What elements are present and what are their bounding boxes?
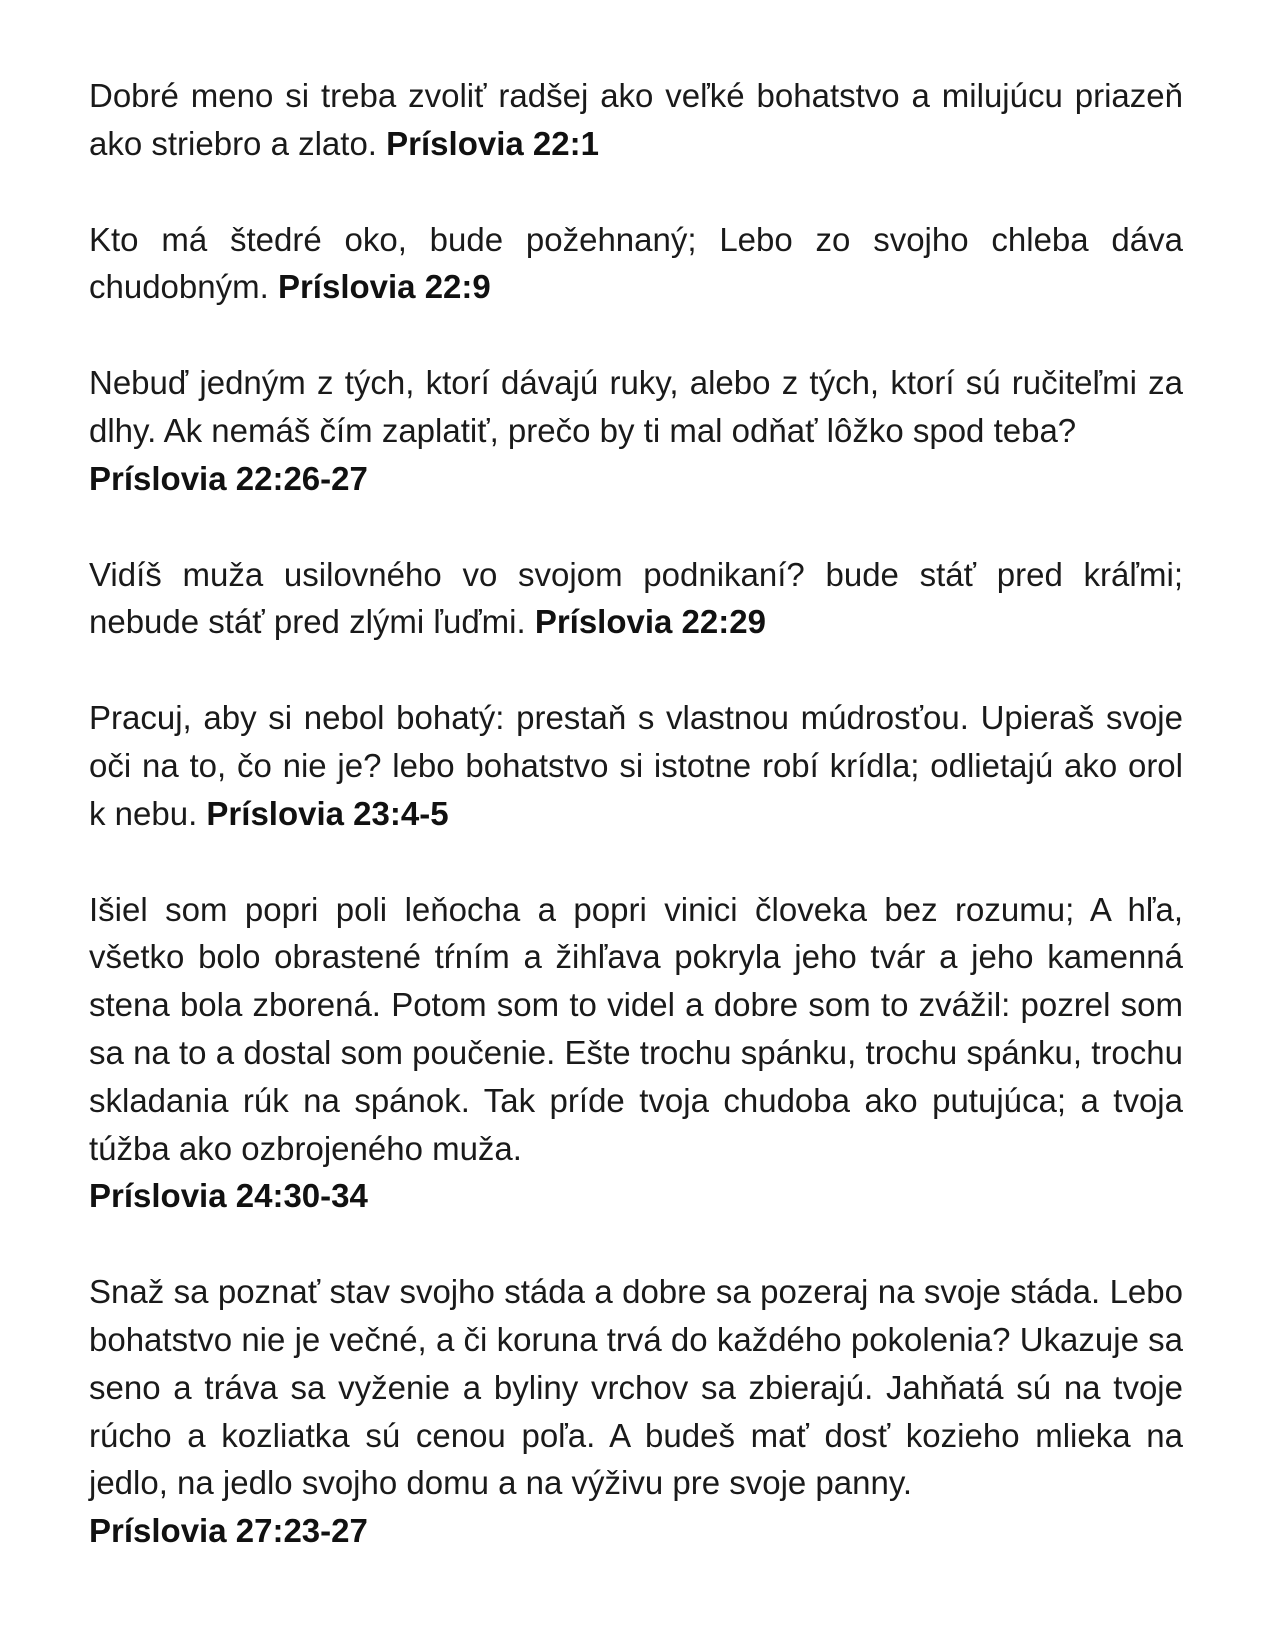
verse-text: Vidíš muža usilovného vo svojom podnikaní? bude stáť pred kráľmi; nebude stáť pred zlými ľuďmi. — [89, 555, 1183, 641]
verse-paragraph — [89, 216, 1183, 312]
verse-paragraph — [89, 551, 1183, 647]
verse-paragraph — [89, 694, 1183, 837]
verse-paragraph — [89, 1268, 1183, 1555]
verse-text: Dobré meno si treba zvoliť radšej ako veľké bohatstvo a milujúcu priazeň ako striebro a zlato. — [89, 77, 1183, 162]
verse-text: Nebuď jedným z tých, ktorí dávajú ruky, alebo z tých, ktorí sú ručiteľmi za dlhy. Ak nemáš čím zaplatiť, prečo by ti mal odňať lôžko spod teba? — [89, 364, 1183, 449]
verse-reference: Príslovia 22:1 — [386, 124, 599, 162]
verse-reference: Príslovia 22:9 — [277, 268, 491, 306]
verse-reference: Príslovia 22:29 — [534, 603, 766, 641]
verse-text: Kto má štedré oko, bude požehnaný; Lebo zo svojho chleba dáva chudobným. — [89, 220, 1183, 306]
verse-paragraph — [89, 886, 1183, 1221]
document-page — [89, 72, 1183, 1603]
verse-paragraph — [89, 72, 1183, 168]
verse-reference: Príslovia 22:26-27 — [89, 459, 368, 497]
verse-reference: Príslovia 24:30-34 — [89, 1177, 368, 1215]
verse-text: Snaž sa poznať stav svojho stáda a dobre sa pozeraj na svoje stáda. Lebo bohatstvo nie je večné, a či koruna trvá do každého pokolenia? Ukazuje sa seno a tráva sa vyženie a byliny vrchov sa zbierajú. Jahňatá sú na tvoje rúcho a kozliatka sú cenou poľa. A budeš mať dosť kozieho mlieka na jedlo, na jedlo svojho domu a na výživu pre svoje panny. — [89, 1273, 1183, 1502]
verse-reference: Príslovia 23:4-5 — [206, 794, 449, 832]
verse-text: Išiel som popri poli leňocha a popri vinici človeka bez rozumu; A hľa, všetko bolo obrastené tŕním a žihľava pokryla jeho tvár a jeho kamenná stena bola zborená. Potom som to videl a dobre som to zvážil: pozrel som sa na to a dostal som poučenie. Ešte trochu spánku, trochu spánku, trochu skladania rúk na spánok. Tak príde tvoja chudoba ako putujúca; a tvoja túžba ako ozbrojeného muža. — [89, 890, 1183, 1167]
verse-paragraph — [89, 359, 1183, 502]
verse-reference: Príslovia 27:23-27 — [89, 1512, 368, 1550]
verse-text: Pracuj, aby si nebol bohatý: prestaň s vlastnou múdrosťou. Upieraš svoje oči na to, čo nie je? lebo bohatstvo si istotne robí krídla; odlietajú ako orol k nebu. — [89, 699, 1183, 832]
